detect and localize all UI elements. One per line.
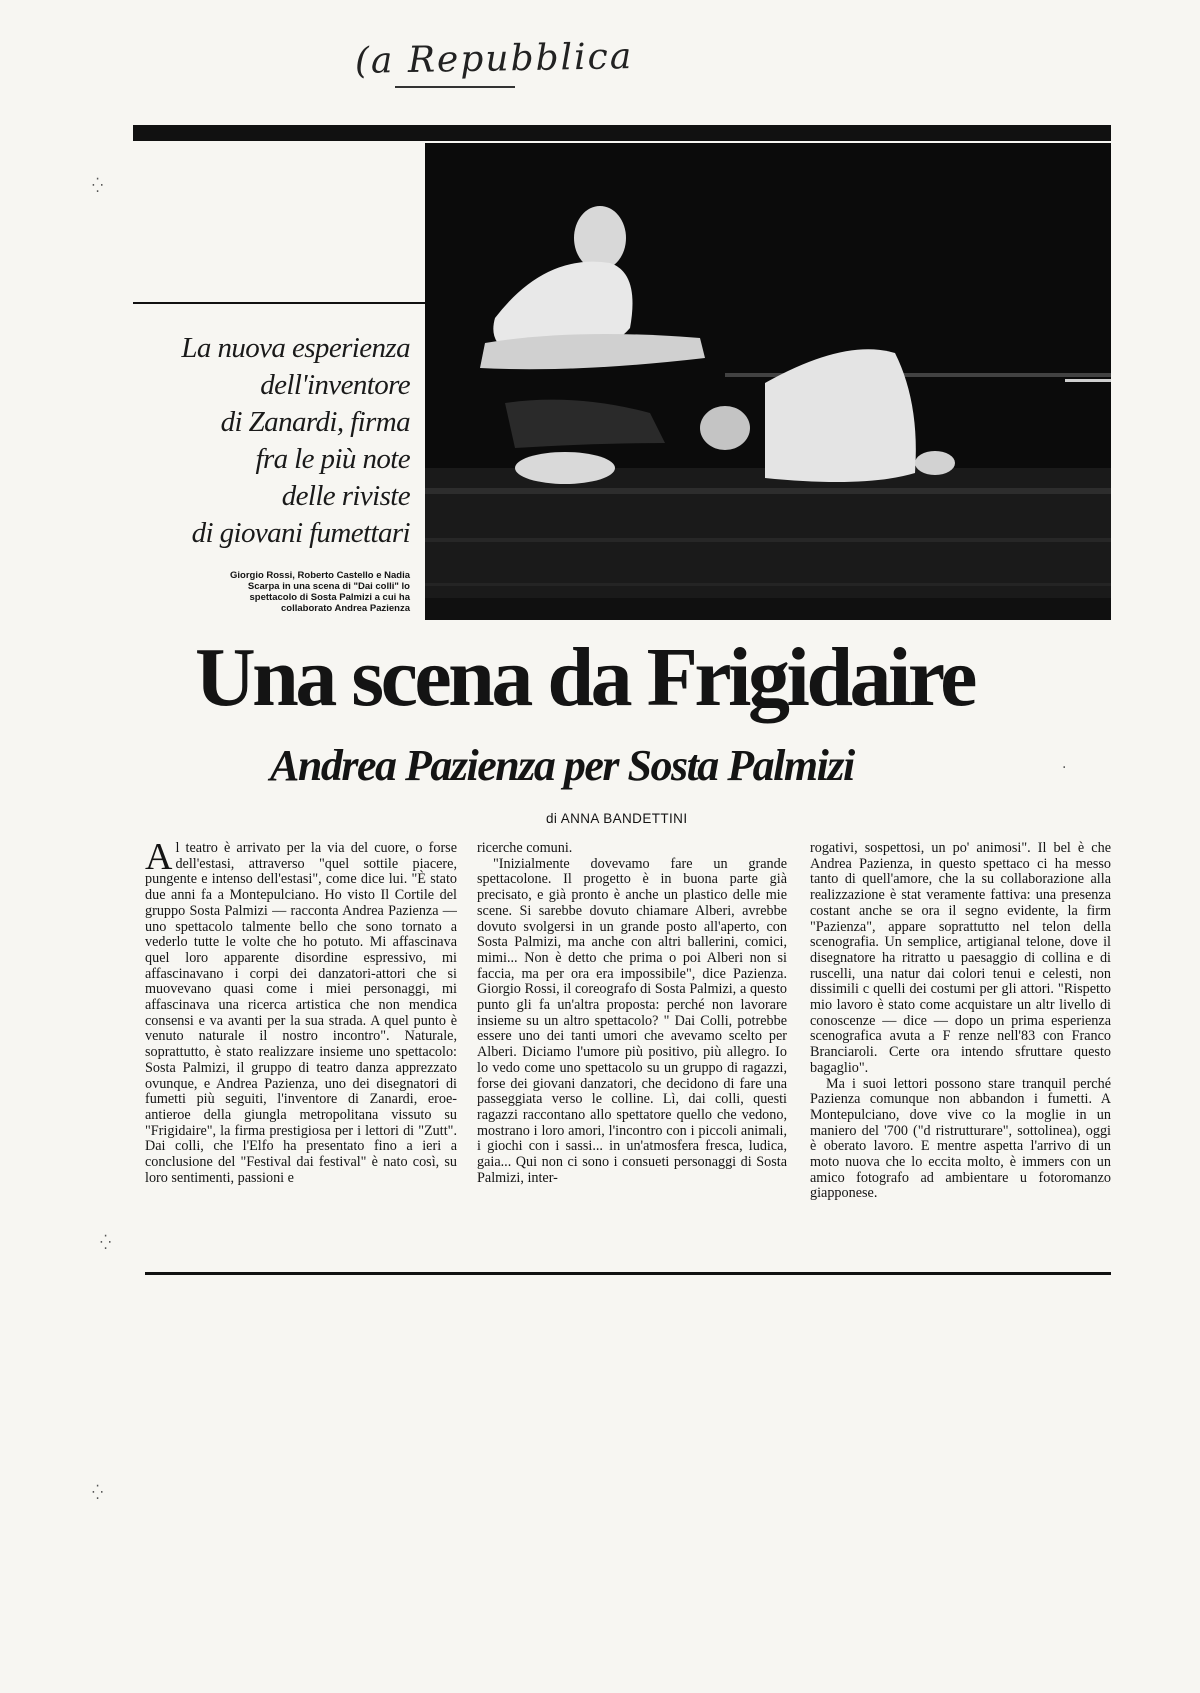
deck-line: La nuova esperienza — [181, 332, 410, 364]
caption-line: collaborato Andrea Pazienza — [281, 603, 410, 614]
scan-speck: ⁛ — [92, 178, 104, 194]
handwritten-source-note: (a Repubblica — [354, 36, 634, 82]
caption-line: spettacolo di Sosta Palmizi a cui ha — [249, 592, 410, 603]
caption-line: Scarpa in una scena di "Dai colli" lo — [247, 581, 410, 592]
deck-line: dell'inventore — [260, 369, 410, 401]
caption-line: Giorgio Rossi, Roberto Castello e Nadia — [229, 570, 410, 581]
column-1-text: l teatro è arrivato per la via del cuore, o forse dell'estasi, attraverso "quel sottile piacere, pungente e intenso dell'estasi", come dice lui. "È stato due anni fa a Montepulciano. Ho visto Il Cortile del gruppo Sosta Palmizi — racconta Andrea Pazienza — uno spettacolo talmente bello che sono tornato a vederlo tutte le volte che ho potuto. Mi affascinava quel loro apparente disordine espressivo, mi affascinavano i corpi dei danzatori-attori che si muovevano quasi come i miei personaggi, mi affascinava una ricerca artistica che non mendica consensi e va avanti per la sua strada. A quel punto è venuto naturale il nostro incontro". Naturale, soprattutto, è stato realizzare insieme uno spettacolo: Sosta Palmizi, il gruppo di teatro danza apprezzato ovunque, e Andrea Pazienza, uno dei disegnatori di fumetti più seguiti, l'inventore di Zanardi, eroe-antieroe della giungla metropolitana vissuto su "Frigidaire", la firma prestigiosa per i lettori di "Zutt". Dai colli, che l'Elfo ha presentato fino a ieri a conclusione del "Festival dai festival" è nato così, su loro sentimenti, passioni e — [145, 841, 457, 1186]
article-photo — [425, 143, 1111, 620]
handwritten-underline — [395, 86, 515, 88]
column-3-para-2: Ma i suoi lettori possono stare tranquil perché Pazienza comunque non abbandon i fumetti. A Montepulciano, dove vive co la moglie in un maniero del '700 ("d ristrutturare", sottolinea), oggi è oberato lavoro. E mentre aspetta l'arrivo di un moto nuova che lo eccita molto, è immers con un amico fotografo ad ambientare u fotoromanzo giapponese. — [810, 1075, 1111, 1202]
article-column-1 — [145, 841, 457, 1253]
deck-rule — [133, 302, 425, 304]
deck-line: fra le più note — [255, 443, 410, 475]
column-2-para-2: "Inizialmente dovevamo fare un grande spettacolone. Il progetto è in buona parte già precisato, e già pronto è anche un plastico delle mie scene. Si sarebbe dovuto chiamare Alberi, avrebbe dovuto svolgersi in un grande posto all'aperto, con Sosta Palmizi, ma anche con altri ballerini, comici, mimi... Non è detto che prima o poi Alberi non si faccia, ma per ora era impossibile", dice Pazienza. Giorgio Rossi, il coreografo di Sosta Palmizi, a questo punto gli fa un'altra proposta: perché non lavorare insieme su un altro spettacolo? " Dai Colli, potrebbe essere uno dei tanti umori che avevamo scelto per Alberi. Diciamo l'umore più positivo, più allegro. Io lo vedo come uno spettacolo su un gruppo di ragazzi, forse dei giovani danzatori, che decidono di fare una passeggiata verso le colline. Lì, dai colli, questi ragazzi raccontano allo spettatore quello che vedono, mostrano i loro amori, l'incontro con i piccoli animali, i giochi con i sassi... in un'atmosfera fresca, ludica, gaia... Qui non ci sono i consueti personaggi di Sosta Palmizi, inter- — [477, 855, 787, 1186]
scan-speck: · — [1062, 760, 1067, 776]
dance-photo-icon — [425, 143, 1111, 620]
article-column-2 — [477, 841, 787, 1253]
scan-speck: ⁛ — [100, 1235, 112, 1251]
deck-line: di Zanardi, firma — [220, 406, 410, 438]
deck-line: di giovani fumettari — [191, 517, 410, 549]
article-deck — [120, 330, 410, 552]
column-3-para-1: rogativi, sospettosi, un po' animosi". Il bel è che Andrea Pazienza, in questo spettaco ci ha messo tanto di quell'amore, che la su collaborazione alla realizzazione è stat veramente fattiva: una presenza costant anche se ora il segno evidente, la firm "Pazienza", appare soprattutto nel telon della scenografia. Un semplice, artigianal telone, dove il disegnatore ha ritratto u paesaggio di collina e di ruscelli, una natur dai colori tenui e celesti, non dissimili c quelli dei costumi per gli attori. "Rispetto mio lavoro è stato come acquistare un altr livello di conoscenze — dice — dopo un prima esperienza scenografica avuta a F renze nell'83 con Franco Branciaroli. Certe ora intendo sfruttare questo bagaglio". — [810, 841, 1111, 1076]
byline: di ANNA BANDETTINI — [546, 811, 688, 826]
deck-line: delle riviste — [281, 480, 410, 512]
top-rule — [133, 125, 1111, 141]
bottom-rule — [145, 1272, 1111, 1275]
headline: Una scena da Frigidaire — [195, 631, 974, 724]
drop-cap: A — [145, 841, 173, 878]
subheadline: Andrea Pazienza per Sosta Palmizi — [270, 741, 854, 790]
article-column-3 — [810, 841, 1111, 1253]
photo-caption — [150, 570, 410, 614]
scan-speck: ⁛ — [92, 1485, 104, 1501]
column-2-para-1: ricerche comuni. — [477, 841, 573, 856]
